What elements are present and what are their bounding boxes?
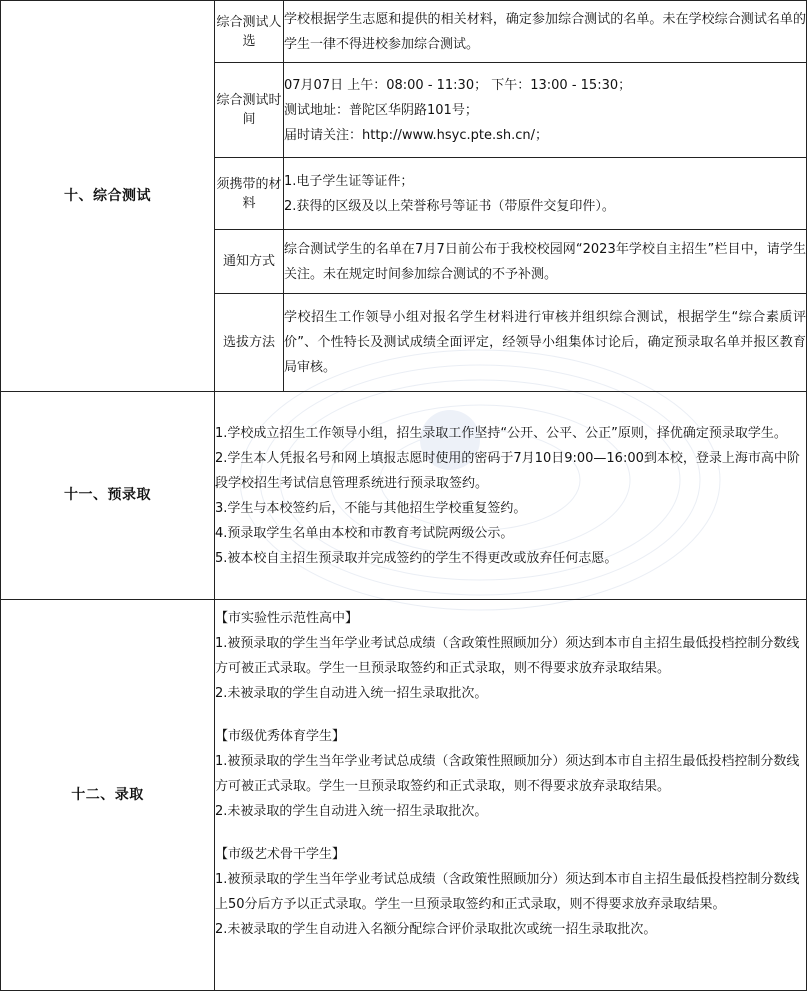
section-title-11: 十一、预录取 [1,392,215,600]
list-item: 1.被预录取的学生当年学业考试总成绩（含政策性照顾加分）须达到本市自主招生最低投档控制分数线上50分后方予以正式录取。学生一旦预录取签约和正式录取，则不得要求放弃录取结果。 [215,872,800,912]
value-notification [284,230,807,294]
value-selection-method [284,294,807,392]
text-line: 2.获得的区级及以上荣誉称号等证书（带原件交复印件）。 [284,198,615,214]
text-line: 测试地址：普陀区华阴路101号； [284,102,478,118]
label-materials: 须携带的材料 [215,158,284,230]
group-heading: 【市实验性示范性高中】 [215,611,359,626]
text-line: 学校根据学生志愿和提供的相关材料，确定参加综合测试的名单。未在学校综合测试名单的学生一律不得进校参加综合测试。 [284,11,806,52]
list-item: 1.被预录取的学生当年学业考试总成绩（含政策性照顾加分）须达到本市自主招生最低投档控制分数线方可被正式录取。学生一旦预录取签约和正式录取，则不得要求放弃录取结果。 [215,636,800,676]
text-line: 学校招生工作领导小组对报名学生材料进行审核并组织综合测试，根据学生“综合素质评价”、个性特长及测试成绩全面评定，经领导小组集体讨论后，确定预录取名单并报区教育局审核。 [284,310,806,375]
label-selection-method: 选拔方法 [215,294,284,392]
section-title-12: 十二、录取 [1,600,215,991]
list-item: 2.未被录取的学生自动进入统一招生录取批次。 [215,804,488,819]
label-notification: 通知方式 [215,230,284,294]
list-item: 1.学校成立招生工作领导小组，招生录取工作坚持“公开、公平、公正”原则，择优确定预录取学生。 [215,425,787,441]
value-test-time [284,63,807,158]
list-item: 3.学生与本校签约后，不能与其他招生学校重复签约。 [215,500,527,516]
text-line: 届时请关注：http://www.hsyc.pte.sh.cn/； [284,127,549,143]
text-line: 07月07日 上午：08:00 - 11:30； 下午：13:00 - 15:30； [284,77,632,93]
group-heading: 【市级优秀体育学生】 [215,729,346,744]
list-item: 4.预录取学生名单由本校和市教育考试院两级公示。 [215,525,514,541]
row-admission [1,600,807,991]
list-item: 2.未被录取的学生自动进入统一招生录取批次。 [215,686,488,701]
label-test-time: 综合测试时间 [215,63,284,158]
value-test-candidates [284,1,807,63]
list-item: 5.被本校自主招生预录取并完成签约的学生不得更改或放弃任何志愿。 [215,550,618,566]
text-line: 综合测试学生的名单在7月7日前公布于我校校园网“2023年学校自主招生”栏目中，请学生关注。未在规定时间参加综合测试的不予补测。 [284,241,806,282]
list-item: 2.学生本人凭报名号和网上填报志愿时使用的密码于7月10日9:00—16:00到本校，登录上海市高中阶段学校招生考试信息管理系统进行预录取签约。 [215,450,800,491]
value-pre-admission [215,392,807,600]
group-heading: 【市级艺术骨干学生】 [215,847,346,862]
row-pre-admission [1,392,807,600]
list-item: 1.被预录取的学生当年学业考试总成绩（含政策性照顾加分）须达到本市自主招生最低投档控制分数线方可被正式录取。学生一旦预录取签约和正式录取，则不得要求放弃录取结果。 [215,754,800,794]
section-title-10: 十、综合测试 [1,1,215,392]
value-admission [215,600,807,991]
text-line: 1.电子学生证等证件； [284,173,414,189]
label-test-candidates: 综合测试人选 [215,1,284,63]
value-materials [284,158,807,230]
row-test-candidates [1,1,807,63]
list-item: 2.未被录取的学生自动进入名额分配综合评价录取批次或统一招生录取批次。 [215,922,657,937]
